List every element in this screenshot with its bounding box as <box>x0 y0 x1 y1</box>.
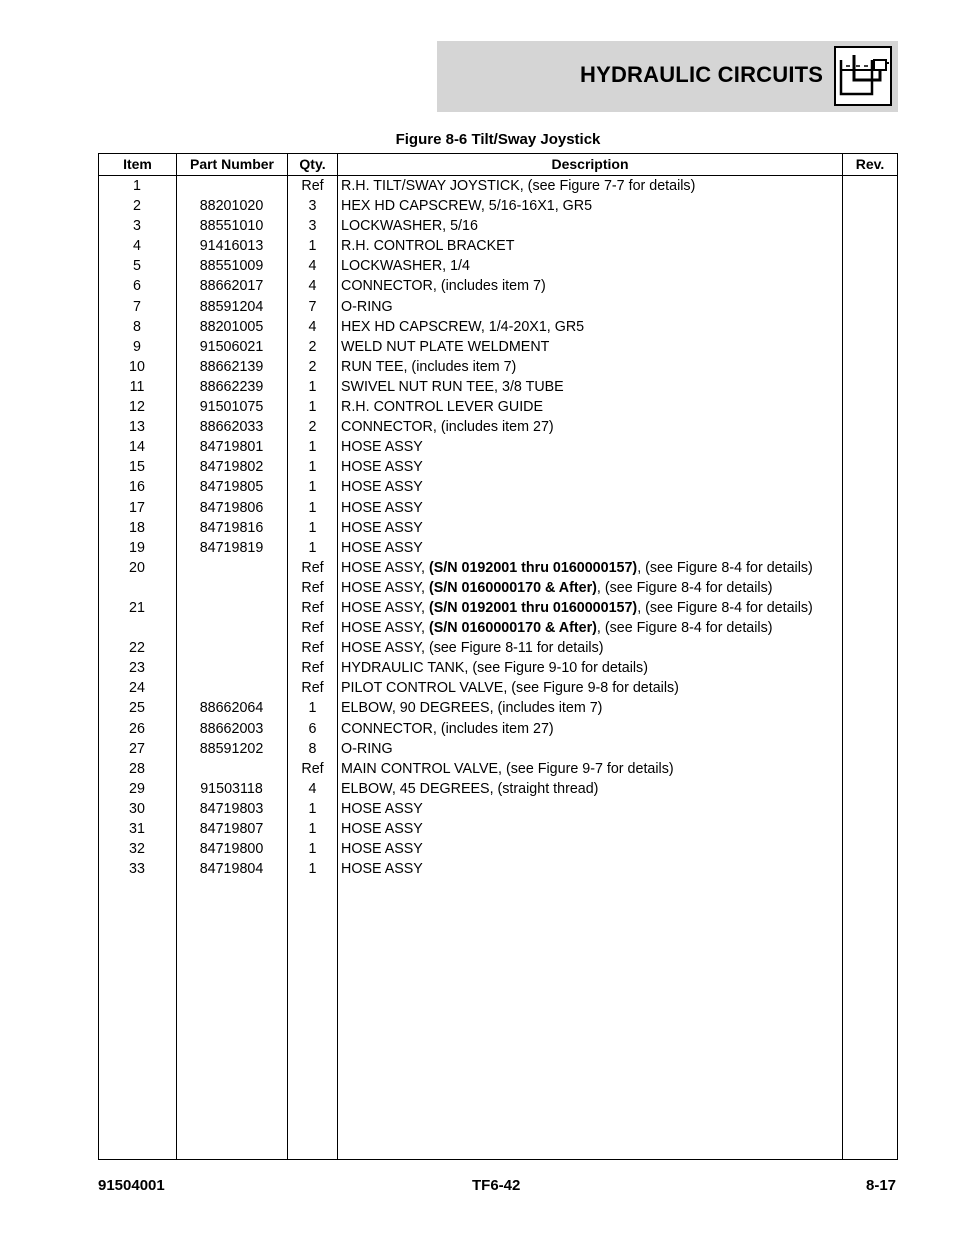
item-cell: 33 <box>129 861 145 878</box>
description-cell <box>341 518 841 538</box>
item-cell: 6 <box>133 278 141 295</box>
item-cell: 24 <box>129 680 145 697</box>
qty-cell: 3 <box>308 198 317 215</box>
part-number-cell: 88662239 <box>199 378 264 395</box>
part-number-cell: 88591202 <box>199 740 264 757</box>
column-header-rev: Rev. <box>855 156 885 172</box>
description-text: HOSE ASSY, (see Figure 8-11 for details) <box>341 640 604 657</box>
qty-cell: 1 <box>308 459 317 476</box>
column-header-part-number: Part Number <box>189 156 275 172</box>
description-cell <box>341 236 841 256</box>
column-header-qty: Qty. <box>299 156 326 172</box>
description-cell <box>341 739 841 759</box>
part-number-cell: 88662064 <box>199 700 264 717</box>
part-number-cell: 88551010 <box>199 218 264 235</box>
part-number-cell: 84719800 <box>199 841 264 858</box>
qty-cell: 1 <box>308 238 317 255</box>
qty-cell: Ref <box>301 660 324 677</box>
table-row <box>99 859 897 879</box>
table-row <box>99 377 897 397</box>
table-row <box>99 477 897 497</box>
item-cell: 26 <box>129 720 145 737</box>
description-cell <box>341 498 841 518</box>
description-text: HOSE ASSY <box>341 499 423 516</box>
description-cell <box>341 397 841 417</box>
description-cell <box>341 839 841 859</box>
description-cell <box>341 578 841 598</box>
part-number-cell: 84719805 <box>199 479 264 496</box>
table-row <box>99 417 897 437</box>
description-text: HEX HD CAPSCREW, 5/16-16X1, GR5 <box>341 198 593 215</box>
description-text: HOSE ASSY, <box>341 559 429 576</box>
description-cell <box>341 819 841 839</box>
qty-cell: 4 <box>308 258 317 275</box>
description-text: ELBOW, 45 DEGREES, (straight thread) <box>341 780 599 797</box>
qty-cell: 1 <box>308 499 317 516</box>
table-row <box>99 498 897 518</box>
part-number-cell: 88591204 <box>199 298 264 315</box>
description-text: CONNECTOR, (includes item 27) <box>341 419 554 436</box>
description-cell <box>341 317 841 337</box>
part-number-cell: 88201005 <box>199 318 264 335</box>
part-number-cell: 84719807 <box>199 821 264 837</box>
footer-code: TF6-42 <box>472 1177 521 1194</box>
item-cell: 2 <box>133 198 141 215</box>
description-text: O-RING <box>341 298 393 315</box>
description-cell <box>341 357 841 377</box>
qty-cell: 2 <box>308 358 317 375</box>
table-row <box>99 437 897 457</box>
item-cell: 12 <box>129 399 145 416</box>
table-row <box>99 216 897 236</box>
table-row <box>99 297 897 317</box>
item-cell: 25 <box>129 700 145 717</box>
item-cell: 20 <box>129 559 145 576</box>
description-text: R.H. CONTROL BRACKET <box>341 238 515 255</box>
table-row <box>99 839 897 859</box>
description-cell <box>341 598 841 618</box>
part-number-cell: 91416013 <box>199 238 264 255</box>
table-row <box>99 518 897 538</box>
part-number-cell: 84719804 <box>199 861 264 878</box>
qty-cell: Ref <box>301 620 324 637</box>
description-text: R.H. TILT/SWAY JOYSTICK, (see Figure 7-7 for details) <box>341 178 696 194</box>
description-cell <box>341 698 841 718</box>
part-number-cell: 84719806 <box>199 499 264 516</box>
part-number-cell: 84719819 <box>199 539 264 556</box>
page-number: 8-17 <box>866 1177 897 1194</box>
description-cell <box>341 719 841 739</box>
serial-number-range: (S/N 0192001 thru 0160000157) <box>428 599 638 616</box>
description-text: HOSE ASSY <box>341 519 423 536</box>
description-cell <box>341 276 841 296</box>
part-number-cell: 91503118 <box>200 780 263 797</box>
table-row <box>99 799 897 819</box>
description-cell <box>341 477 841 497</box>
description-cell <box>341 558 841 578</box>
item-cell: 31 <box>129 821 145 837</box>
description-text: HEX HD CAPSCREW, 1/4-20X1, GR5 <box>341 318 585 335</box>
table-row <box>99 276 897 296</box>
description-cell <box>341 658 841 678</box>
item-cell: 32 <box>129 841 145 858</box>
qty-cell: Ref <box>301 760 324 777</box>
table-row <box>99 618 897 638</box>
description-text: HOSE ASSY <box>341 439 423 456</box>
table-row <box>99 759 897 779</box>
table-row <box>99 779 897 799</box>
description-text: HYDRAULIC TANK, (see Figure 9-10 for details) <box>341 660 648 677</box>
description-text: CONNECTOR, (includes item 7) <box>341 278 546 295</box>
table-row <box>99 739 897 759</box>
table-row <box>99 719 897 739</box>
description-suffix: , (see Figure 8-4 for details) <box>596 620 773 637</box>
item-cell: 3 <box>133 218 141 235</box>
description-cell <box>341 417 841 437</box>
description-text: O-RING <box>341 740 393 757</box>
description-cell <box>341 437 841 457</box>
item-cell: 9 <box>133 338 141 355</box>
item-cell: 17 <box>129 499 145 516</box>
qty-cell: 1 <box>308 439 317 456</box>
part-number-cell: 88662017 <box>199 278 264 295</box>
description-cell <box>341 779 841 799</box>
table-row <box>99 176 897 196</box>
description-cell <box>341 759 841 779</box>
qty-cell: 1 <box>308 700 317 717</box>
item-cell: 7 <box>133 298 141 315</box>
table-row <box>99 658 897 678</box>
table-row <box>99 698 897 718</box>
item-cell: 23 <box>129 660 145 677</box>
description-cell <box>341 297 841 317</box>
description-text: MAIN CONTROL VALVE, (see Figure 9-7 for details) <box>341 760 674 777</box>
description-cell <box>341 216 841 236</box>
description-cell <box>341 337 841 357</box>
qty-cell: 1 <box>308 519 317 536</box>
hydraulic-circuit-icon <box>834 46 892 106</box>
item-cell: 18 <box>129 519 145 536</box>
table-row <box>99 236 897 256</box>
description-text: HOSE ASSY, <box>341 599 429 616</box>
table-row <box>99 196 897 216</box>
qty-cell: 1 <box>308 861 317 878</box>
qty-cell: Ref <box>301 640 324 657</box>
part-number-cell: 84719801 <box>199 439 264 456</box>
description-text: R.H. CONTROL LEVER GUIDE <box>341 399 544 416</box>
qty-cell: Ref <box>301 599 324 616</box>
table-row <box>99 357 897 377</box>
table-row <box>99 256 897 276</box>
qty-cell: Ref <box>301 559 324 576</box>
description-cell <box>341 678 841 698</box>
table-row <box>99 819 897 839</box>
part-number-cell: 84719803 <box>199 800 264 817</box>
item-cell: 5 <box>133 258 141 275</box>
description-cell <box>341 859 841 879</box>
description-cell <box>341 457 841 477</box>
description-cell <box>341 196 841 216</box>
qty-cell: 3 <box>308 218 317 235</box>
doc-number: 91504001 <box>98 1177 165 1194</box>
qty-cell: Ref <box>301 680 324 697</box>
description-text: CONNECTOR, (includes item 27) <box>341 720 554 737</box>
part-number-cell: 88662003 <box>199 720 264 737</box>
table-row <box>99 538 897 558</box>
serial-number-range: (S/N 0192001 thru 0160000157) <box>428 559 638 576</box>
description-text: ELBOW, 90 DEGREES, (includes item 7) <box>341 700 603 717</box>
table-row <box>99 638 897 658</box>
item-cell: 22 <box>129 640 145 657</box>
description-text: HOSE ASSY, <box>341 620 429 637</box>
item-cell: 21 <box>129 599 145 616</box>
table-row <box>99 317 897 337</box>
part-number-cell: 84719816 <box>199 519 264 536</box>
item-cell: 14 <box>129 439 145 456</box>
qty-cell: 1 <box>308 539 317 556</box>
description-text: HOSE ASSY <box>341 821 423 837</box>
item-cell: 10 <box>129 358 145 375</box>
item-cell: 19 <box>129 539 145 556</box>
description-suffix: , (see Figure 8-4 for details) <box>596 579 773 596</box>
item-cell: 1 <box>133 178 141 194</box>
parts-table <box>98 153 898 1160</box>
part-number-cell: 91501075 <box>199 399 264 416</box>
description-text: RUN TEE, (includes item 7) <box>341 358 517 375</box>
qty-cell: 1 <box>308 378 317 395</box>
qty-cell: 6 <box>308 720 317 737</box>
qty-cell: 4 <box>308 780 317 797</box>
qty-cell: 1 <box>308 821 317 837</box>
table-row <box>99 337 897 357</box>
qty-cell: 1 <box>308 800 317 817</box>
item-cell: 29 <box>129 780 145 797</box>
qty-cell: 8 <box>308 740 317 757</box>
part-number-cell: 84719802 <box>199 459 264 476</box>
description-text: HOSE ASSY <box>341 479 423 496</box>
description-suffix: , (see Figure 8-4 for details) <box>637 559 813 576</box>
qty-cell: 2 <box>308 338 317 355</box>
part-number-cell: 91506021 <box>199 338 264 355</box>
description-cell <box>341 538 841 558</box>
item-cell: 11 <box>129 378 145 395</box>
table-row <box>99 678 897 698</box>
description-text: LOCKWASHER, 1/4 <box>341 258 470 275</box>
description-text: HOSE ASSY <box>341 800 423 817</box>
item-cell: 13 <box>129 419 145 436</box>
figure-title: Figure 8-6 Tilt/Sway Joystick <box>395 131 601 148</box>
item-cell: 28 <box>129 760 145 777</box>
qty-cell: 7 <box>308 298 317 315</box>
table-row <box>99 598 897 618</box>
item-cell: 8 <box>133 318 141 335</box>
item-cell: 16 <box>129 479 145 496</box>
section-title: HYDRAULIC CIRCUITS <box>580 62 824 87</box>
table-row <box>99 457 897 477</box>
qty-cell: 4 <box>308 318 317 335</box>
description-text: HOSE ASSY <box>341 841 423 858</box>
column-header-description: Description <box>551 156 629 172</box>
item-cell: 30 <box>129 800 145 817</box>
qty-cell: Ref <box>301 579 324 596</box>
description-cell <box>341 799 841 819</box>
table-row <box>99 578 897 598</box>
item-cell: 15 <box>129 459 145 476</box>
description-text: PILOT CONTROL VALVE, (see Figure 9-8 for details) <box>341 680 679 697</box>
part-number-cell: 88662139 <box>199 358 264 375</box>
table-row <box>99 558 897 578</box>
table-body <box>99 176 897 879</box>
item-cell: 4 <box>133 238 141 255</box>
description-text: HOSE ASSY <box>341 539 423 556</box>
description-text: HOSE ASSY <box>341 459 423 476</box>
description-cell <box>341 618 841 638</box>
description-text: HOSE ASSY <box>341 861 423 878</box>
description-cell <box>341 176 841 196</box>
qty-cell: 1 <box>308 479 317 496</box>
table-row <box>99 397 897 417</box>
item-cell: 27 <box>129 740 145 757</box>
description-cell <box>341 256 841 276</box>
serial-number-range: (S/N 0160000170 & After) <box>428 620 597 637</box>
description-text: HOSE ASSY, <box>341 579 429 596</box>
qty-cell: Ref <box>301 178 324 194</box>
part-number-cell: 88201020 <box>199 198 264 215</box>
description-text: WELD NUT PLATE WELDMENT <box>341 338 550 355</box>
qty-cell: 1 <box>308 399 317 416</box>
column-header-item: Item <box>123 156 152 172</box>
qty-cell: 2 <box>308 419 317 436</box>
description-text: LOCKWASHER, 5/16 <box>341 218 478 235</box>
qty-cell: 1 <box>308 841 317 858</box>
serial-number-range: (S/N 0160000170 & After) <box>428 579 597 596</box>
description-text: SWIVEL NUT RUN TEE, 3/8 TUBE <box>341 378 564 395</box>
part-number-cell: 88551009 <box>199 258 264 275</box>
part-number-cell: 88662033 <box>199 419 264 436</box>
description-suffix: , (see Figure 8-4 for details) <box>637 599 813 616</box>
description-cell <box>341 638 841 658</box>
description-cell <box>341 377 841 397</box>
qty-cell: 4 <box>308 278 317 295</box>
